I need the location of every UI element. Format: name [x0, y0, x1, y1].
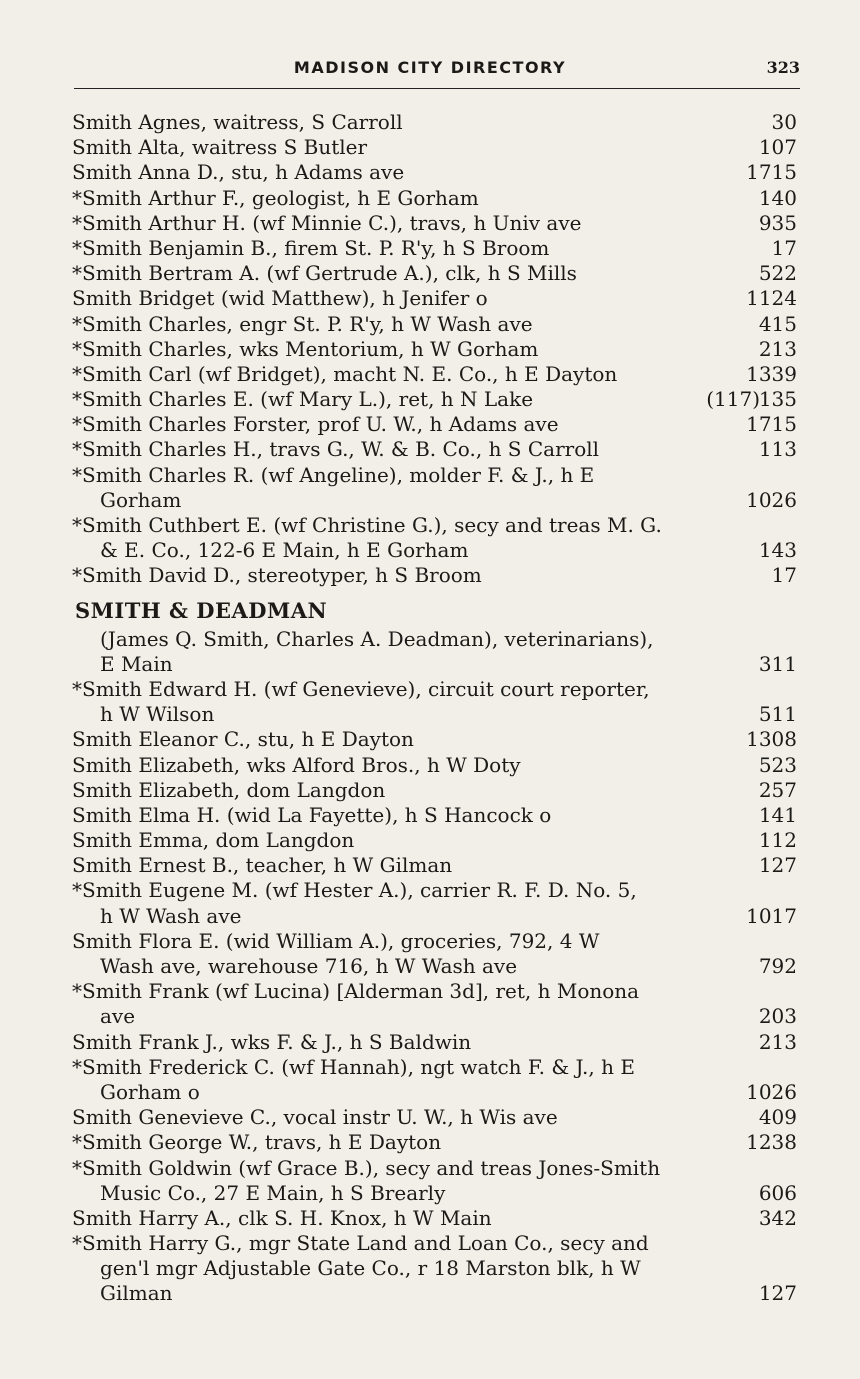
house-number: 30 [771, 110, 797, 134]
directory-line [0, 160, 860, 185]
house-number: 935 [758, 210, 797, 235]
house-number: 127 [758, 1281, 797, 1306]
house-number: 140 [758, 185, 797, 210]
entry-text: h W Wilson [100, 702, 215, 727]
directory-line [0, 186, 860, 211]
directory-line [0, 1105, 860, 1130]
house-number: 203 [758, 1004, 797, 1029]
entry-text: Smith Agnes, waitress, S Carroll [72, 110, 403, 134]
house-number: 127 [758, 853, 797, 878]
entry-text: Smith Bridget (wid Matthew), h Jenifer o [72, 286, 488, 311]
directory-line [0, 904, 860, 929]
directory-line [0, 488, 860, 513]
directory-line [0, 1055, 860, 1080]
entry-text: *Smith George W., travs, h E Dayton [72, 1130, 442, 1155]
directory-line [0, 753, 860, 778]
entry-text: Gilman [100, 1281, 173, 1306]
directory-line [0, 362, 860, 387]
directory-line [0, 387, 860, 412]
entry-text: Smith Harry A., clk S. H. Knox, h W Main [72, 1205, 492, 1230]
directory-line [0, 702, 860, 727]
directory-line [0, 1004, 860, 1029]
directory-line [0, 929, 860, 954]
directory-line [0, 727, 860, 752]
directory-line [0, 412, 860, 437]
entry-text: *Smith Charles H., travs G., W. & B. Co., h S Carroll [72, 437, 600, 462]
house-number: 342 [758, 1205, 797, 1230]
entry-text: *Smith Arthur F., geologist, h E Gorham [72, 185, 479, 210]
entry-text: Smith Elizabeth, dom Langdon [72, 777, 386, 802]
directory-line [0, 1130, 860, 1155]
directory-line [0, 135, 860, 160]
house-number: 113 [758, 437, 797, 462]
entry-text: *Smith Frank (wf Lucina) [Alderman 3d], ret, h Monona [72, 979, 640, 1004]
directory-line [0, 1206, 860, 1231]
directory-line [0, 563, 860, 588]
directory-line [0, 1080, 860, 1105]
page-number: 323 [766, 58, 800, 77]
entry-text: h W Wash ave [100, 903, 242, 928]
directory-line [0, 538, 860, 563]
entry-text: *Smith Goldwin (wf Grace B.), secy and treas Jones-Smith [72, 1155, 661, 1180]
directory-line [0, 954, 860, 979]
directory-line [0, 337, 860, 362]
house-number: 1026 [746, 487, 797, 512]
house-number: 1238 [746, 1130, 797, 1155]
directory-line [0, 1156, 860, 1181]
entry-text: gen'l mgr Adjustable Gate Co., r 18 Marston blk, h W [100, 1256, 641, 1281]
house-number: 257 [758, 777, 797, 802]
directory-line [0, 677, 860, 702]
directory-line [0, 513, 860, 538]
directory-line [0, 463, 860, 488]
entry-text: Wash ave, warehouse 716, h W Wash ave [100, 954, 518, 978]
directory-line [0, 652, 860, 677]
entry-text: (James Q. Smith, Charles A. Deadman), veterinarians), [100, 626, 654, 651]
directory-line [0, 211, 860, 236]
header-rule [74, 88, 800, 89]
house-number: 792 [758, 954, 797, 978]
entry-text: *Smith David D., stereotyper, h S Broom [72, 563, 482, 588]
directory-entries [0, 110, 860, 1307]
directory-line [0, 627, 860, 652]
house-number: 17 [771, 235, 797, 260]
section-heading [0, 589, 860, 627]
house-number: 415 [758, 311, 797, 336]
house-number: 523 [758, 752, 797, 777]
directory-line [0, 261, 860, 286]
house-number: 1715 [746, 160, 797, 185]
entry-text: Smith Elma H. (wid La Fayette), h S Hancock o [72, 802, 552, 827]
directory-line [0, 979, 860, 1004]
entry-text: Smith Anna D., stu, h Adams ave [72, 160, 405, 185]
house-number: 606 [758, 1180, 797, 1205]
entry-extra: (117) [706, 387, 760, 412]
directory-line [0, 1231, 860, 1256]
house-number: 1017 [746, 903, 797, 928]
entry-text: Gorham [100, 487, 182, 512]
house-number: 1026 [746, 1079, 797, 1104]
directory-line [0, 878, 860, 903]
directory-line [0, 828, 860, 853]
entry-text: *Smith Charles, wks Mentorium, h W Gorham [72, 336, 539, 361]
house-number: 141 [758, 802, 797, 827]
directory-line [0, 803, 860, 828]
house-number: 213 [758, 1029, 797, 1054]
house-number: 1124 [746, 286, 797, 311]
directory-line [0, 1256, 860, 1281]
house-number: 1715 [746, 412, 797, 437]
entry-text: *Smith Charles Forster, prof U. W., h Adams ave [72, 412, 559, 437]
entry-text: Smith Emma, dom Langdon [72, 828, 355, 853]
running-title: MADISON CITY DIRECTORY [293, 58, 567, 77]
directory-line [0, 312, 860, 337]
entry-text: & E. Co., 122-6 E Main, h E Gorham [100, 538, 469, 563]
directory-line [0, 1181, 860, 1206]
entry-text: *Smith Carl (wf Bridget), macht N. E. Co., h E Dayton [72, 361, 618, 386]
entry-text: E Main [100, 651, 173, 676]
house-number: 107 [758, 135, 797, 160]
entry-text: Smith Alta, waitress S Butler [72, 135, 368, 160]
directory-line [0, 437, 860, 462]
house-number: 409 [758, 1105, 797, 1130]
house-number: 1339 [746, 361, 797, 386]
house-number: 511 [758, 702, 797, 727]
house-number: 143 [758, 538, 797, 563]
entry-text: *Smith Harry G., mgr State Land and Loan Co., secy and [72, 1231, 649, 1256]
house-number: 522 [758, 261, 797, 286]
entry-text: *Smith Eugene M. (wf Hester A.), carrier R. F. D. No. 5, [72, 878, 637, 903]
entry-text: ave [100, 1004, 136, 1029]
entry-text: *Smith Arthur H. (wf Minnie C.), travs, h Univ ave [72, 210, 582, 235]
directory-line [0, 778, 860, 803]
entry-text: Smith Flora E. (wid William A.), groceries, 792, 4 W [72, 928, 600, 953]
page-header [0, 58, 860, 82]
house-number: 311 [758, 651, 797, 676]
entry-text: *Smith Charles R. (wf Angeline), molder F. & J., h E [72, 462, 595, 487]
house-number: 135 [758, 387, 797, 412]
entry-text: Gorham o [100, 1079, 200, 1104]
house-number: 213 [758, 336, 797, 361]
directory-line [0, 1030, 860, 1055]
entry-text: *Smith Bertram A. (wf Gertrude A.), clk, h S Mills [72, 261, 577, 286]
directory-line [0, 110, 860, 135]
directory-line [0, 286, 860, 311]
entry-text: Smith Genevieve C., vocal instr U. W., h Wis ave [72, 1105, 558, 1130]
entry-text: Music Co., 27 E Main, h S Brearly [100, 1180, 446, 1205]
entry-text: *Smith Charles E. (wf Mary L.), ret, h N Lake [72, 387, 534, 412]
entry-text: *Smith Cuthbert E. (wf Christine G.), secy and treas M. G. [72, 513, 662, 537]
entry-text: *Smith Charles, engr St. P. R'y, h W Wash ave [72, 311, 533, 336]
directory-line [0, 853, 860, 878]
house-number: 1308 [746, 727, 797, 752]
entry-text: Smith Ernest B., teacher, h W Gilman [72, 853, 453, 878]
directory-line [0, 1281, 860, 1306]
entry-text: Smith Eleanor C., stu, h E Dayton [72, 727, 414, 752]
heading-text: SMITH & DEADMAN [75, 597, 328, 623]
entry-text: Smith Frank J., wks F. & J., h S Baldwin [72, 1029, 472, 1054]
entry-text: *Smith Edward H. (wf Genevieve), circuit court reporter, [72, 676, 650, 701]
directory-line [0, 236, 860, 261]
entry-text: Smith Elizabeth, wks Alford Bros., h W Doty [72, 752, 521, 777]
house-number: 17 [771, 563, 797, 588]
house-number: 112 [758, 828, 797, 853]
entry-text: *Smith Benjamin B., firem St. P. R'y, h S Broom [72, 235, 550, 260]
entry-text: *Smith Frederick C. (wf Hannah), ngt watch F. & J., h E [72, 1054, 635, 1079]
